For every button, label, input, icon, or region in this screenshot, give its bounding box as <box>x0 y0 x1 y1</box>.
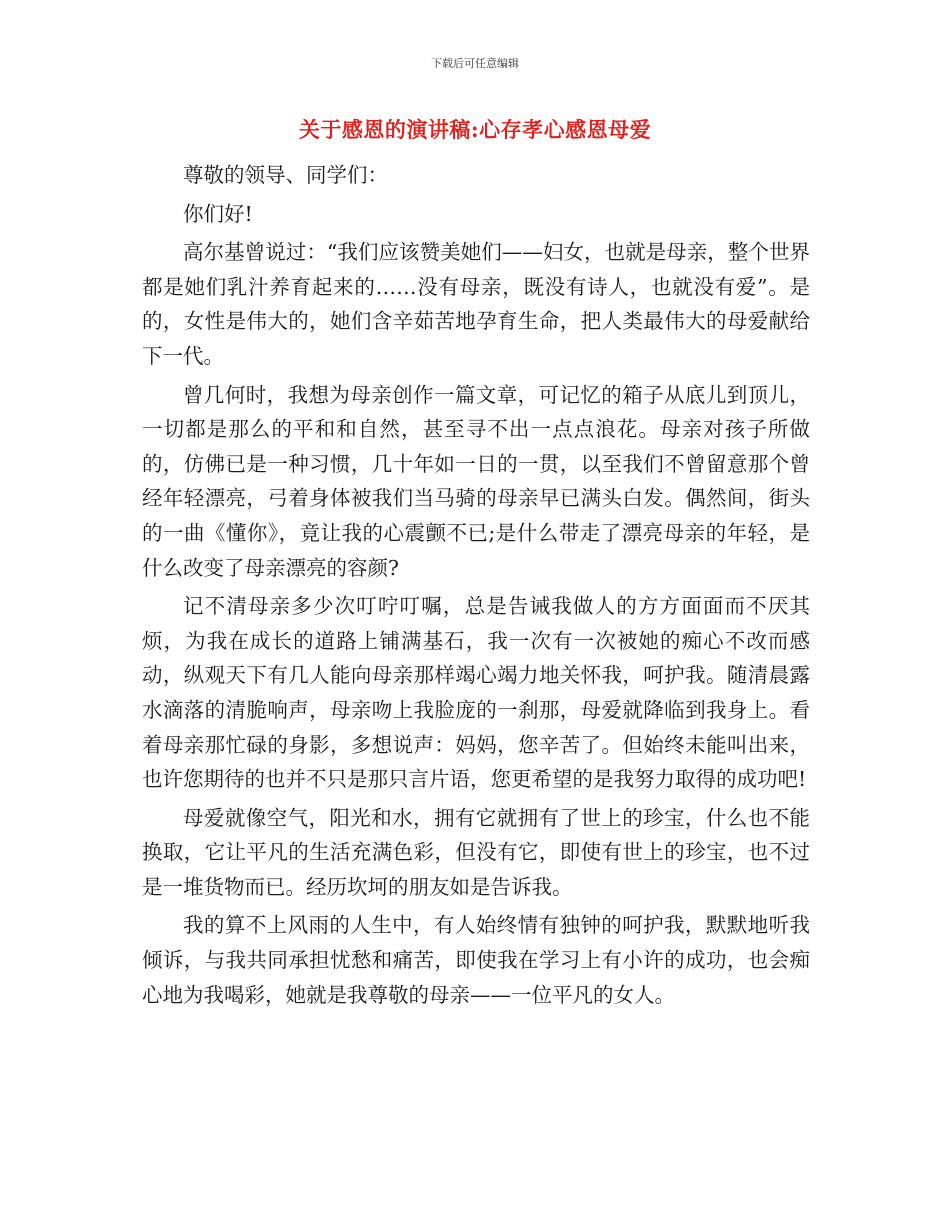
paragraph: 曾几何时，我想为母亲创作一篇文章，可记忆的箱子从底儿到顶儿，一切都是那么的平和和自然，甚至寻不出一点点浪花。母亲对孩子所做的，仿佛已是一种习惯，几十年如一日的一贯，以至我们不曾留意那个曾经年轻漂亮，弓着身体被我们当马骑的母亲早已满头白发。偶然间，街头的一曲《懂你》，竟让我的心震颤不已;是什么带走了漂亮母亲的年轻，是什么改变了母亲漂亮的容颜? <box>142 382 810 580</box>
paragraph: 你们好! <box>183 201 253 226</box>
header-note: 下载后可任意编辑 <box>431 57 519 70</box>
document-body <box>142 158 810 1016</box>
paragraph: 尊敬的领导、同学们： <box>183 163 388 187</box>
document-title: 关于感恩的演讲稿:心存孝心感恩母爱 <box>298 117 652 142</box>
paragraph: 母爱就像空气，阳光和水，拥有它就拥有了世上的珍宝，什么也不能换取，它让平凡的生活充满色彩，但没有它，即使有世上的珍宝，也不过是一堆货物而已。经历坎坷的朋友如是告诉我。 <box>142 805 810 899</box>
paragraph: 我的算不上风雨的人生中，有人始终情有独钟的呵护我，默默地听我倾诉，与我共同承担忧愁和痛苦，即使我在学习上有小许的成功，也会痴心地为我喝彩，她就是我尊敬的母亲——一位平凡的女人。 <box>142 913 810 1007</box>
paragraph: 记不清母亲多少次叮咛叮嘱，总是告诫我做人的方方面面而不厌其烦，为我在成长的道路上铺满基石，我一次有一次被她的痴心不改而感动，纵观天下有几人能向母亲那样竭心竭力地关怀我，呵护我。随清晨露水滴落的清脆响声，母亲吻上我脸庞的一刹那，母爱就降临到我身上。看着母亲那忙碌的身影，多想说声：妈妈，您辛苦了。但始终未能叫出来，也许您期待的也并不只是那只言片语，您更希望的是我努力取得的成功吧! <box>142 594 810 792</box>
paragraph: 高尔基曾说过：“我们应该赞美她们——妇女，也就是母亲，整个世界都是她们乳汁养育起来的……没有母亲，既没有诗人，也就没有爱”。是的，女性是伟大的，她们含辛茹苦地孕育生命，把人类最伟大的母爱献给下一代。 <box>142 240 810 368</box>
